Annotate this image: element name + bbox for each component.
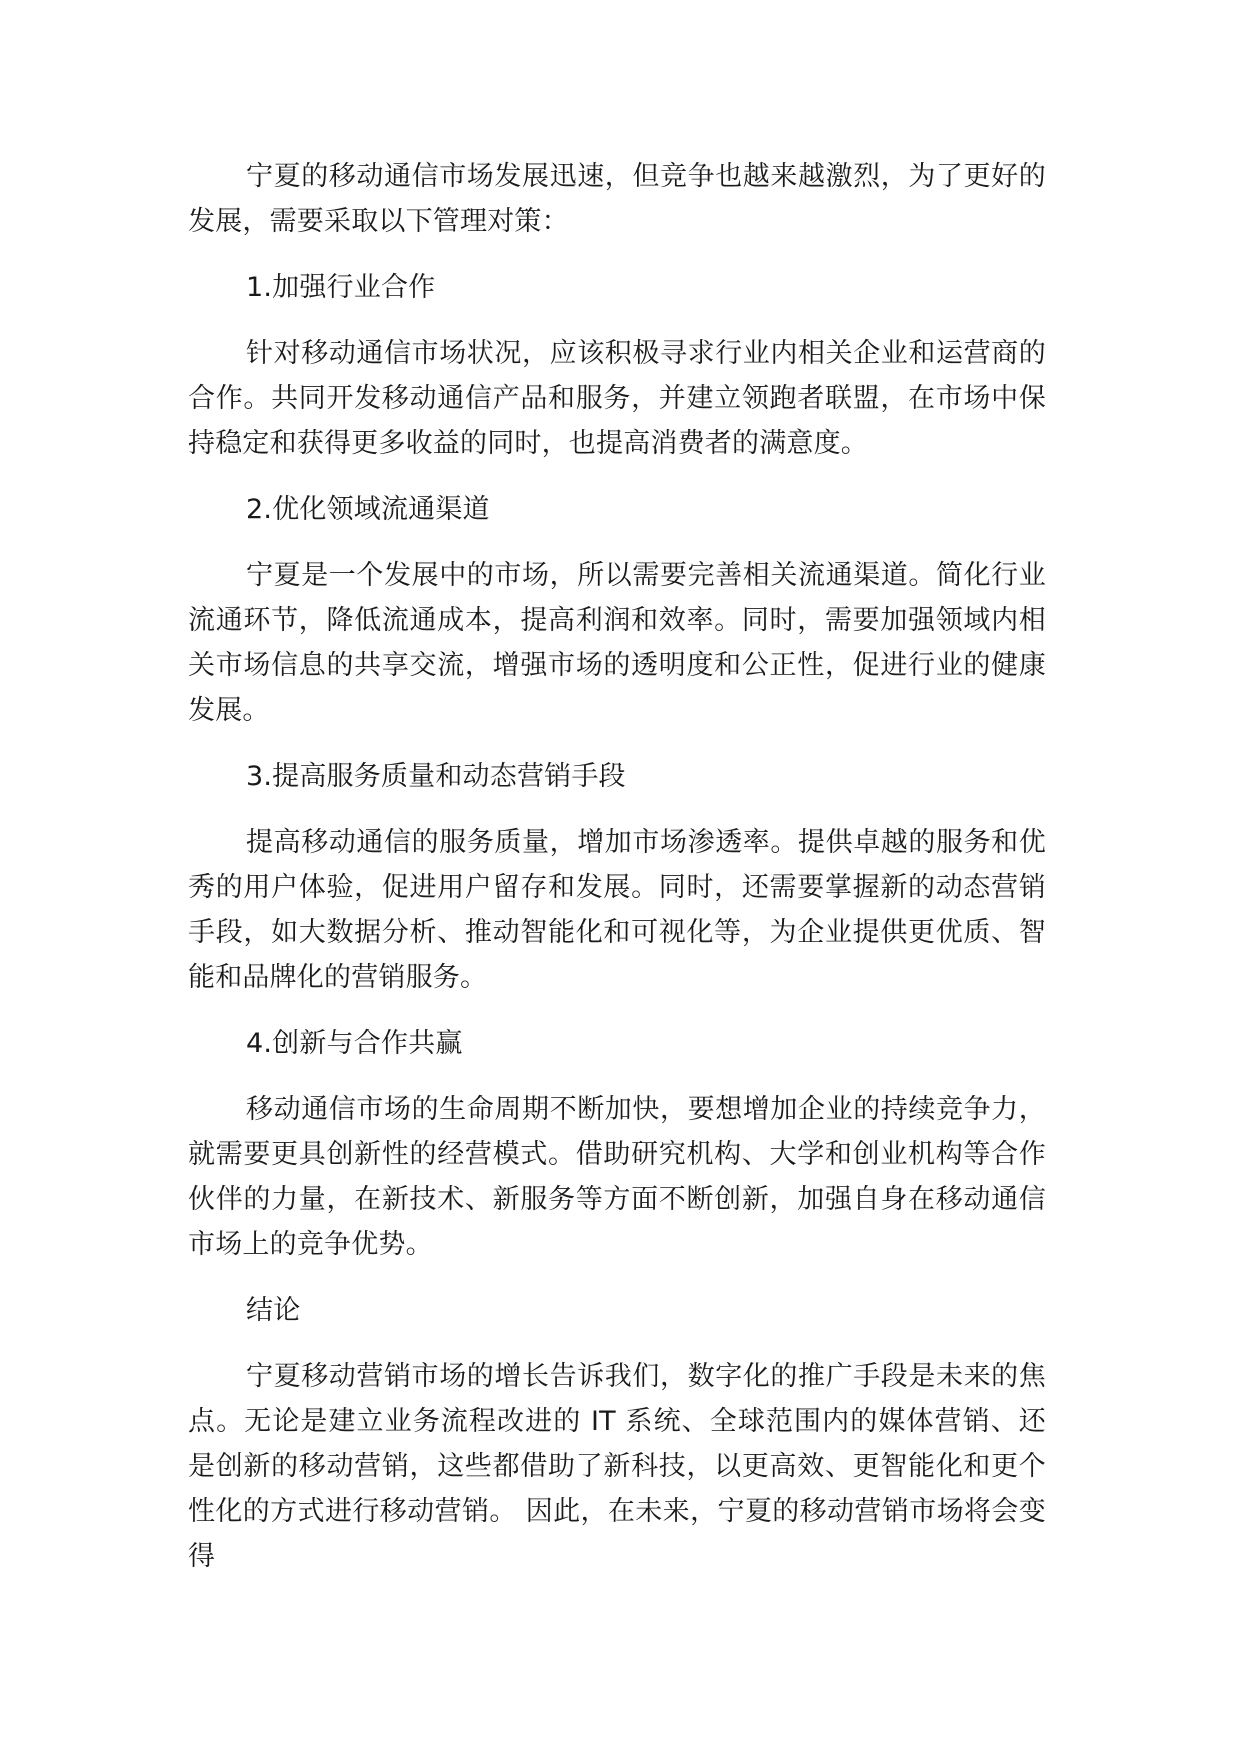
- section-paragraph-1: 针对移动通信市场状况，应该积极寻求行业内相关企业和运营商的合作。共同开发移动通信产品和服务，并建立领跑者联盟，在市场中保持稳定和获得更多收益的同时，也提高消费者的满意度。: [188, 338, 1046, 459]
- conclusion-heading: 结论: [246, 1295, 301, 1326]
- section-paragraph-3: 提高移动通信的服务质量，增加市场渗透率。提供卓越的服务和优秀的用户体验，促进用户留存和发展。同时，还需要掌握新的动态营销手段，如大数据分析、推动智能化和可视化等，为企业提供更优质、智能和品牌化的营销服务。: [188, 827, 1046, 993]
- section-paragraph-2: 宁夏是一个发展中的市场，所以需要完善相关流通渠道。简化行业流通环节，降低流通成本，提高利润和效率。同时，需要加强领域内相关市场信息的共享交流，增强市场的透明度和公正性，促进行业的健康发展。: [188, 560, 1046, 726]
- conclusion-paragraph: 宁夏移动营销市场的增长告诉我们，数字化的推广手段是未来的焦点。无论是建立业务流程改进的 IT 系统、全球范围内的媒体营销、还是创新的移动营销，这些都借助了新科技，以更高效、更智能化和更个性化的方式进行移动营销。 因此，在未来，宁夏的移动营销市场将会变得: [188, 1361, 1046, 1572]
- intro-paragraph: 宁夏的移动通信市场发展迅速，但竞争也越来越激烈，为了更好的发展，需要采取以下管理对策：: [188, 161, 1046, 237]
- section-heading-2: 2.优化领域流通渠道: [246, 494, 490, 525]
- document-body: [188, 154, 1046, 1600]
- section-paragraph-4: 移动通信市场的生命周期不断加快，要想增加企业的持续竞争力，就需要更具创新性的经营模式。借助研究机构、大学和创业机构等合作伙伴的力量，在新技术、新服务等方面不断创新，加强自身在移动通信市场上的竞争优势。: [188, 1094, 1046, 1260]
- section-heading-3: 3.提高服务质量和动态营销手段: [246, 761, 626, 792]
- section-heading-4: 4.创新与合作共赢: [246, 1028, 463, 1059]
- section-heading-1: 1.加强行业合作: [246, 272, 436, 303]
